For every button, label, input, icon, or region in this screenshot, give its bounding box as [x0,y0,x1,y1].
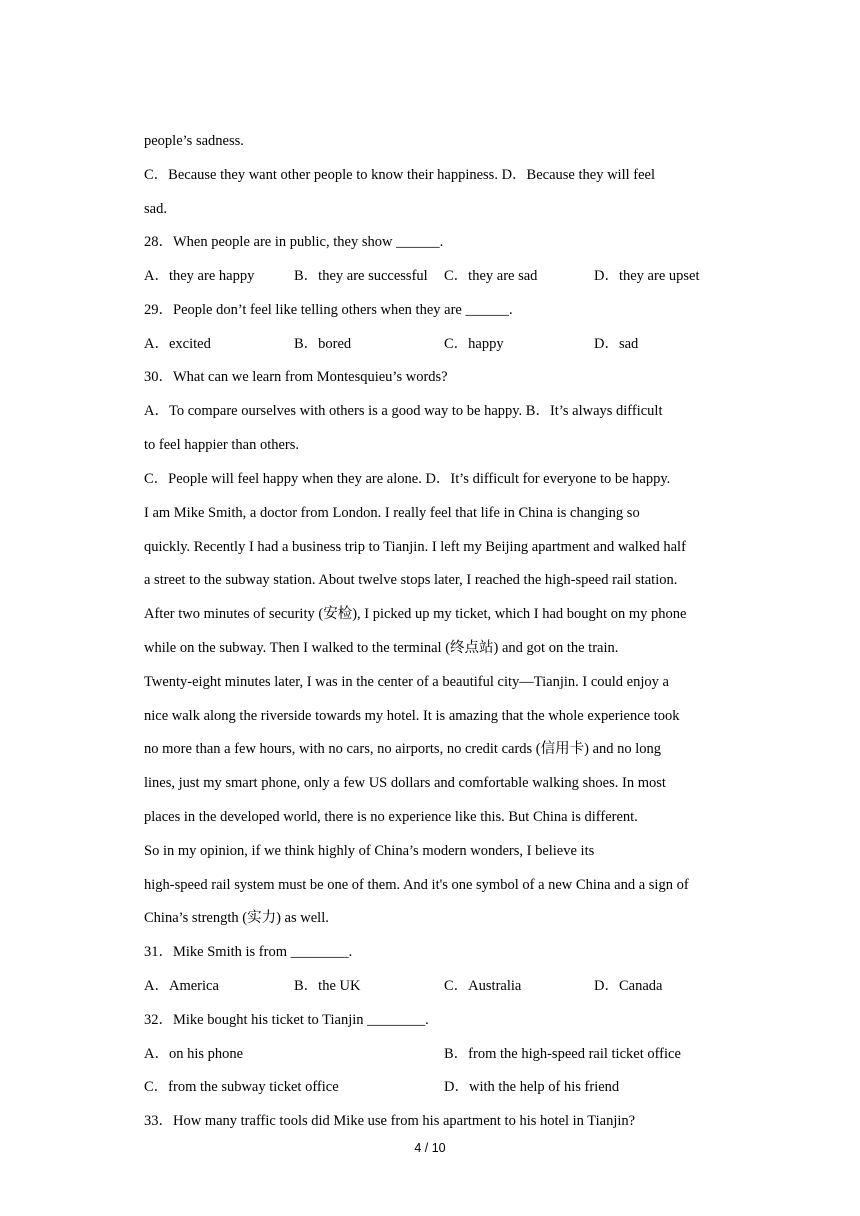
question-33: 33．How many traffic tools did Mike use from his apartment to his hotel in Tianjin? [144,1113,636,1129]
passage-line: a street to the subway station. About twelve stops later, I reached the high-speed rail station. [144,572,678,588]
q31-option-c: C．Australia [444,978,522,994]
passage-line: Twenty-eight minutes later, I was in the center of a beautiful city—Tianjin. I could enjoy a [144,674,669,690]
question-32: 32．Mike bought his ticket to Tianjin ________. [144,1012,429,1028]
question-28: 28．When people are in public, they show ______. [144,234,444,250]
text-line: C．People will feel happy when they are alone. D．It’s difficult for everyone to be happy. [144,471,671,487]
passage-line: high-speed rail system must be one of them. And it's one symbol of a new China and a sign of [144,877,689,893]
q32-option-d: D．with the help of his friend [444,1079,620,1095]
q29-option-c: C．happy [444,336,504,352]
passage-line: After two minutes of security (安检), I picked up my ticket, which I had bought on my phone [144,606,687,622]
q29-option-d: D．sad [594,336,639,352]
q28-option-d: D．they are upset [594,268,700,284]
question-29: 29．People don’t feel like telling others when they are ______. [144,302,513,318]
passage-line: lines, just my smart phone, only a few US dollars and comfortable walking shoes. In most [144,775,666,791]
passage-line: I am Mike Smith, a doctor from London. I really feel that life in China is changing so [144,505,640,521]
text-line: people’s sadness. [144,133,244,149]
question-31: 31．Mike Smith is from ________. [144,944,353,960]
text-line: A．To compare ourselves with others is a good way to be happy. B．It’s always difficult [144,403,663,419]
page-number: 4 / 10 [414,1141,446,1155]
q32-option-c: C．from the subway ticket office [144,1079,339,1095]
q29-option-a: A．excited [144,336,211,352]
q28-option-c: C．they are sad [444,268,538,284]
text-line: sad. [144,201,167,217]
passage-line: China’s strength (实力) as well. [144,910,329,926]
passage-line: nice walk along the riverside towards my hotel. It is amazing that the whole experience took [144,708,680,724]
q31-option-a: A．America [144,978,219,994]
q29-option-b: B．bored [294,336,352,352]
question-30: 30．What can we learn from Montesquieu’s words? [144,369,448,385]
passage-line: no more than a few hours, with no cars, no airports, no credit cards (信用卡) and no long [144,741,662,757]
text-line: C．Because they want other people to know their happiness. D．Because they will feel [144,167,655,183]
text-line: to feel happier than others. [144,437,300,453]
passage-line: while on the subway. Then I walked to the terminal (终点站) and got on the train. [144,640,619,656]
q32-option-a: A．on his phone [144,1046,244,1062]
q28-option-b: B．they are successful [294,268,428,284]
q28-option-a: A．they are happy [144,268,255,284]
q31-option-d: D．Canada [594,978,663,994]
passage-line: So in my opinion, if we think highly of China’s modern wonders, I believe its [144,843,595,859]
q31-option-b: B．the UK [294,978,361,994]
passage-line: quickly. Recently I had a business trip to Tianjin. I left my Beijing apartment and walked half [144,539,686,555]
passage-line: places in the developed world, there is no experience like this. But China is different. [144,809,638,825]
q32-option-b: B．from the high-speed rail ticket office [444,1046,681,1062]
